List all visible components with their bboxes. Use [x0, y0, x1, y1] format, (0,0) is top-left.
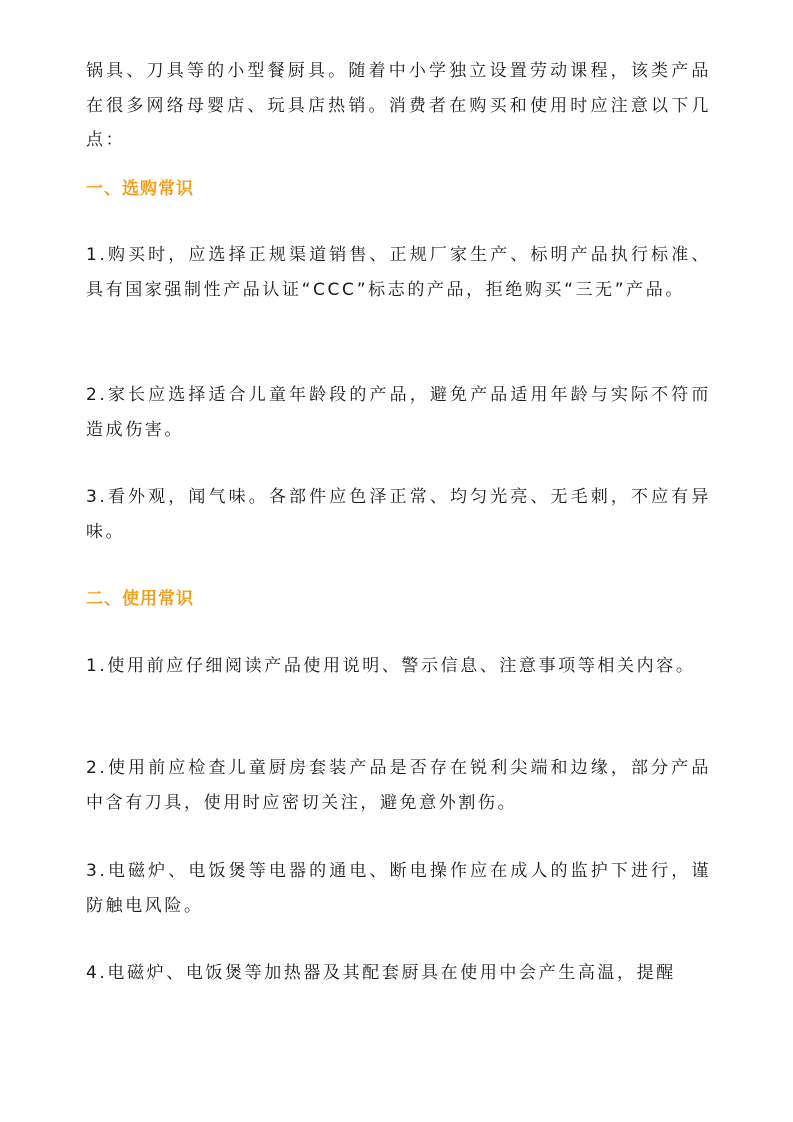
- usage-item-1: 1.使用前应仔细阅读产品使用说明、警示信息、注意事项等相关内容。: [86, 656, 696, 676]
- purchase-item-1: 1.购买时，应选择正规渠道销售、正规厂家生产、标明产品执行标准、具有国家强制性产品认证“CCC”标志的产品，拒绝购买“三无”产品。: [86, 245, 711, 300]
- purchase-item-2: 2.家长应选择适合儿童年龄段的产品，避免产品适用年龄与实际不符而造成伤害。: [86, 385, 711, 440]
- usage-item-2: 2.使用前应检查儿童厨房套装产品是否存在锐利尖端和边缘，部分产品中含有刀具，使用时应密切关注，避免意外割伤。: [86, 758, 711, 813]
- intro-paragraph: 锅具、刀具等的小型餐厨具。随着中小学独立设置劳动课程，该类产品在很多网络母婴店、玩具店热销。消费者在购买和使用时应注意以下几点：: [86, 61, 711, 150]
- section-heading-usage: 二、使用常识: [86, 589, 194, 609]
- section-heading-purchase: 一、选购常识: [86, 179, 194, 199]
- usage-item-4: 4.电磁炉、电饭煲等加热器及其配套厨具在使用中会产生高温，提醒: [86, 963, 676, 983]
- usage-item-3: 3.电磁炉、电饭煲等电器的通电、断电操作应在成人的监护下进行，谨防触电风险。: [86, 861, 711, 916]
- purchase-item-3: 3.看外观，闻气味。各部件应色泽正常、均匀光亮、无毛刺，不应有异味。: [86, 487, 711, 542]
